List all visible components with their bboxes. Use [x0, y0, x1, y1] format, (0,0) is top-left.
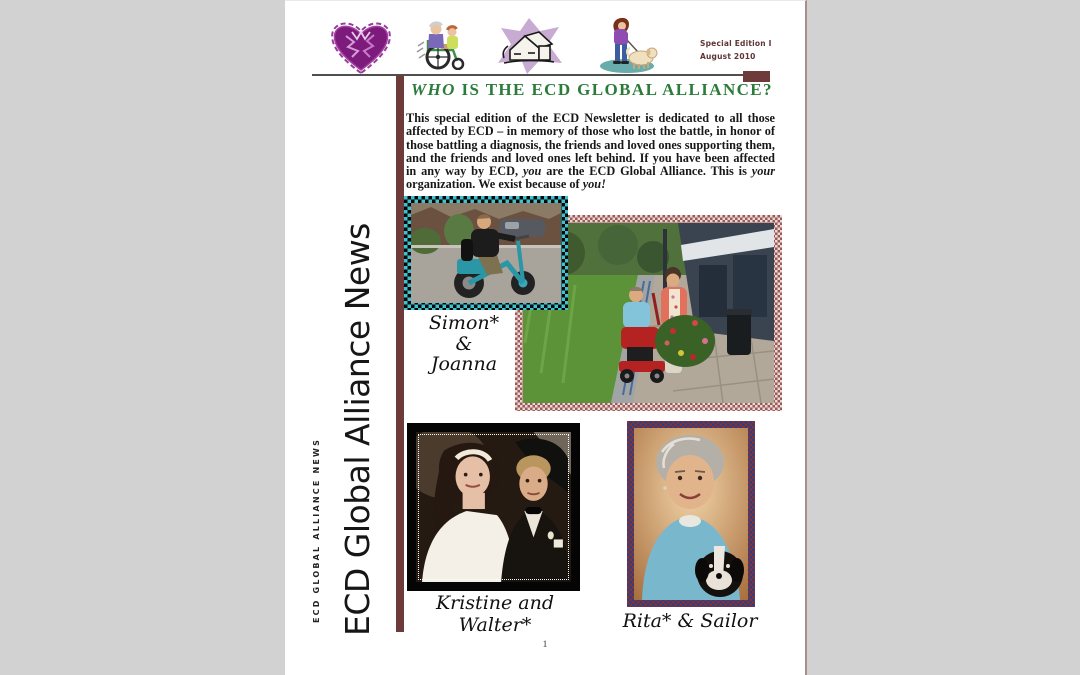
sidebar-title-large: ECD Global Alliance News: [338, 223, 377, 636]
caption-line: Joanna: [430, 353, 498, 375]
caption-rita-sailor: Rita* & Sailor: [622, 610, 758, 632]
masthead-divider: [312, 74, 744, 76]
sidebar-title-small: ECD GLOBAL ALLIANCE NEWS: [312, 437, 321, 623]
caption-kristine-walter: Kristine and Walter*: [435, 592, 555, 636]
photo-kristine-and-walter: [407, 423, 580, 591]
photo-rita-and-sailor: [627, 421, 755, 607]
heart-icon: [328, 20, 394, 74]
guide-dog-walker-icon: [596, 16, 658, 74]
wheelchair-icon: [414, 20, 470, 70]
article-title: [411, 80, 773, 100]
caption-simon-joanna: [408, 313, 520, 375]
paragraph-emphasis: you: [522, 164, 542, 179]
article-title-rest: IS THE ECD GLOBAL ALLIANCE?: [455, 80, 773, 99]
paragraph-text: organization. We exist because of: [406, 177, 583, 192]
paragraph-emphasis: your: [751, 164, 775, 179]
article-paragraph: [406, 112, 775, 192]
caption-line: Simon*: [428, 312, 500, 334]
paragraph-text: are the ECD Global Alliance. This is: [541, 164, 752, 179]
paragraph-emphasis: you!: [582, 177, 606, 192]
house-sketch-icon: [496, 18, 562, 74]
edition-date: August 2010: [700, 52, 756, 61]
caption-line: &: [455, 332, 473, 355]
edition-label: Special Edition I: [700, 39, 772, 48]
photo-simon-on-trike: [404, 196, 568, 310]
page-number: 1: [542, 640, 548, 650]
article-title-emphasis: WHO: [411, 80, 456, 99]
accent-vertical-bar: [396, 76, 404, 632]
edition-block: [700, 37, 790, 63]
paragraph-text: This special edition of the ECD Newsletter is dedicated to all those affected by ECD – in memory of those who lost the battle, in honor of those battling a diagnosis, the friends and loved ones supporting them, and the friends and loved ones left behind. If you have been affected in any way by ECD,: [406, 111, 775, 179]
